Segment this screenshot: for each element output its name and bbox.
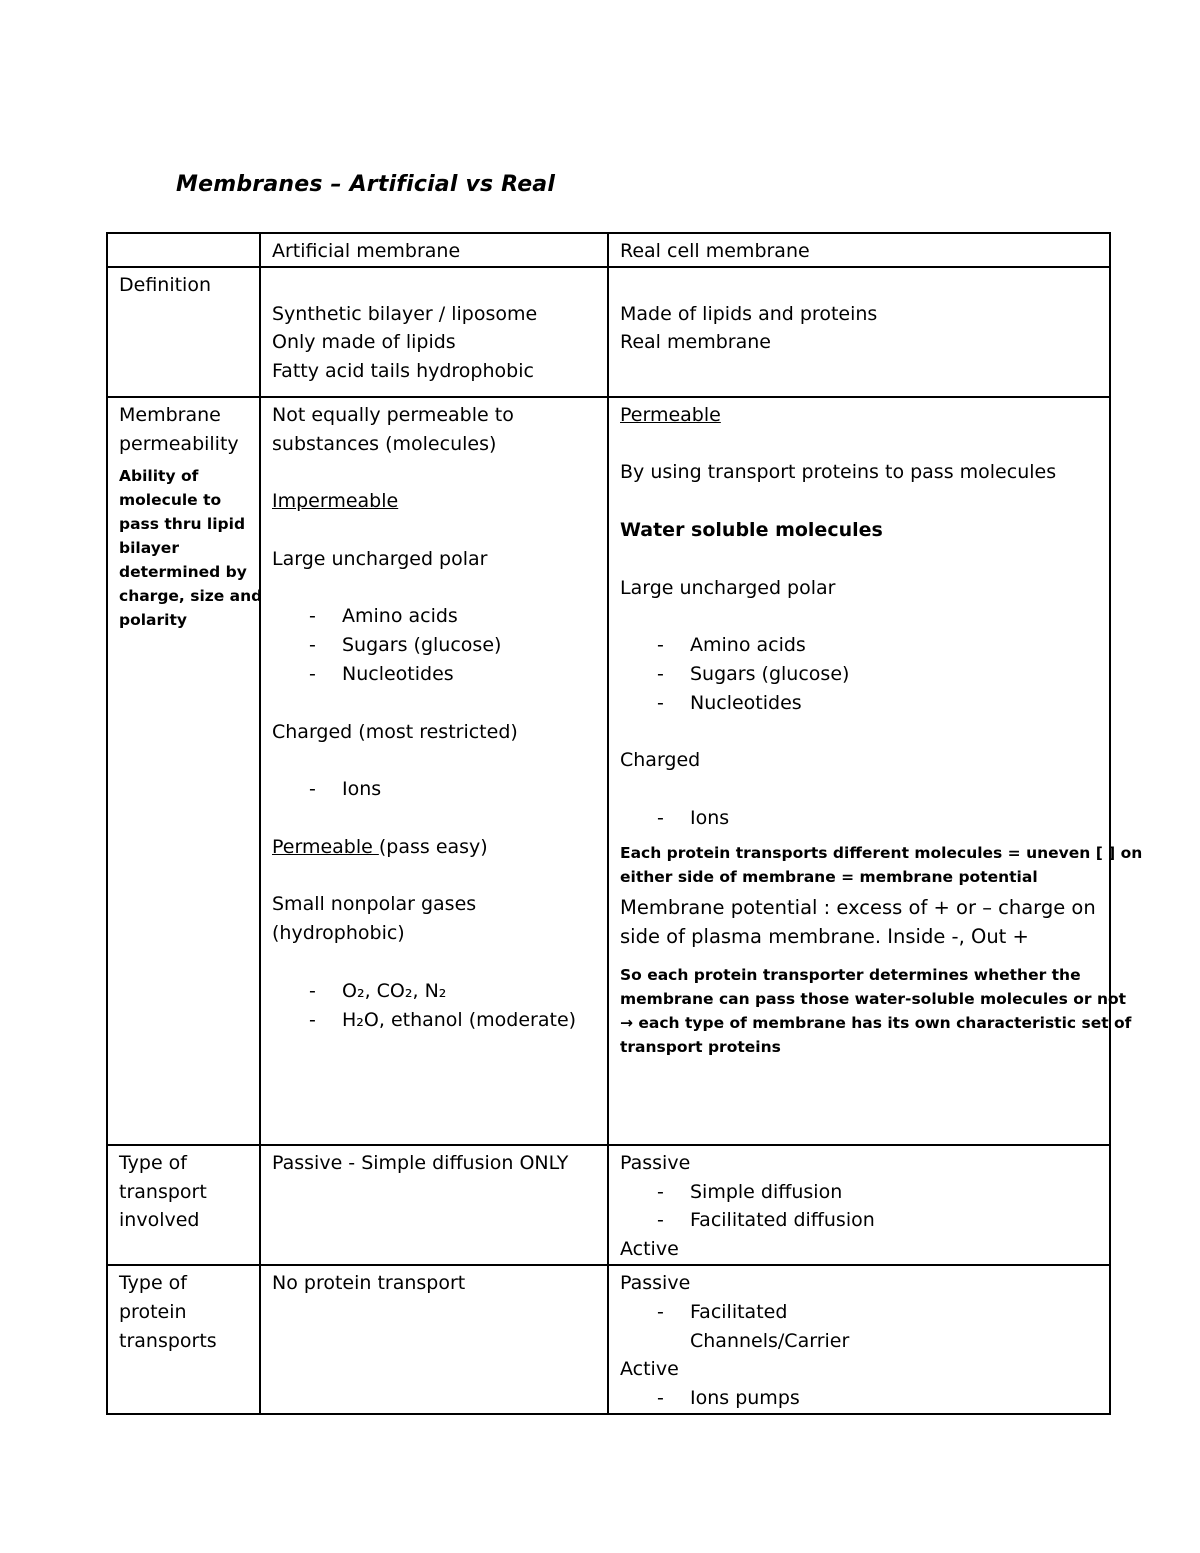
definition-real: [608, 267, 1110, 397]
transport-type-real: Passive - Simple diffusion - Facilitated diffusion Active: [608, 1145, 1110, 1265]
list-item: Real membrane: [620, 331, 771, 354]
list-item: - Ions pumps: [620, 1384, 1099, 1413]
label-protein-transports: Type of protein transports: [107, 1265, 260, 1414]
permeable-heading: Permeable: [620, 403, 721, 426]
header-real: Real cell membrane: [608, 233, 1110, 267]
list-item: - Nucleotides: [620, 689, 1099, 718]
protein-transports-artificial: No protein transport: [260, 1265, 608, 1414]
label-definition: Definition: [107, 267, 260, 397]
list-item: - Facilitated: [620, 1298, 1099, 1327]
label-transport-type: Type of transport involved: [107, 1145, 260, 1265]
row-permeability: [107, 397, 1110, 1145]
transport-type-artificial: Passive - Simple diffusion ONLY: [260, 1145, 608, 1265]
permeability-real: Permeable By using transport proteins to pass molecules Water soluble molecules Large uncharged polar - Amino acids - Sugars (glucose) - Nucleotides Charged - Ions Each protein transports different molecules = uneven [ ] on either side of membrane = membrane potential Membrane potential : excess of + or – charge on side of plasma membrane. Inside -, Out + So each protein transporter determines whether the membrane can pass those water-soluble molecules or not → each type of membrane has its own characteristic set of transport proteins: [608, 397, 1110, 1145]
row-protein-transports: [107, 1265, 1110, 1414]
list-item: Synthetic bilayer / liposome: [272, 302, 538, 325]
row-transport-type: [107, 1145, 1110, 1265]
list-item: - Nucleotides: [272, 660, 597, 689]
list-item: - Facilitated diffusion: [620, 1206, 1099, 1235]
list-item: - H₂O, ethanol (moderate): [272, 1006, 597, 1035]
row-definition: [107, 267, 1110, 397]
page-title: Membranes – Artificial vs Real: [176, 172, 556, 197]
label-permeability: Membrane permeability Ability of molecule to pass thru lipid bilayer determined by charge, size and polarity: [107, 397, 260, 1145]
list-item: - O₂, CO₂, N₂: [272, 977, 597, 1006]
list-item: - Sugars (glucose): [272, 631, 597, 660]
header-empty-cell: [107, 233, 260, 267]
list-item: - Amino acids: [272, 602, 597, 631]
impermeable-heading: Impermeable: [272, 490, 399, 513]
list-item: - Amino acids: [620, 631, 1099, 660]
list-item: - Ions: [272, 775, 597, 804]
comparison-table: [106, 232, 1143, 1415]
permeability-artificial: Not equally permeable to substances (molecules) Impermeable Large uncharged polar - Amino acids - Sugars (glucose) - Nucleotides Charged (most restricted) - Ions Permeable (pass easy) Small nonpolar gases (hydrophobic) - O₂, CO₂, N₂ - H₂O, ethanol (moderate): [260, 397, 608, 1145]
header-artificial: Artificial membrane: [260, 233, 608, 267]
list-item: Only made of lipids: [272, 331, 456, 354]
definition-artificial: [260, 267, 608, 397]
permeable-heading: Permeable (pass easy): [272, 835, 488, 858]
protein-transports-real: Passive - Facilitated Channels/Carrier Active - Ions pumps: [608, 1265, 1110, 1414]
list-item: - Sugars (glucose): [620, 660, 1099, 689]
table-header-row: [107, 233, 1110, 267]
list-item: Fatty acid tails hydrophobic: [272, 360, 534, 383]
list-item: Made of lipids and proteins: [620, 302, 878, 325]
list-item: - Simple diffusion: [620, 1178, 1099, 1207]
list-item: - Ions: [620, 804, 1099, 833]
